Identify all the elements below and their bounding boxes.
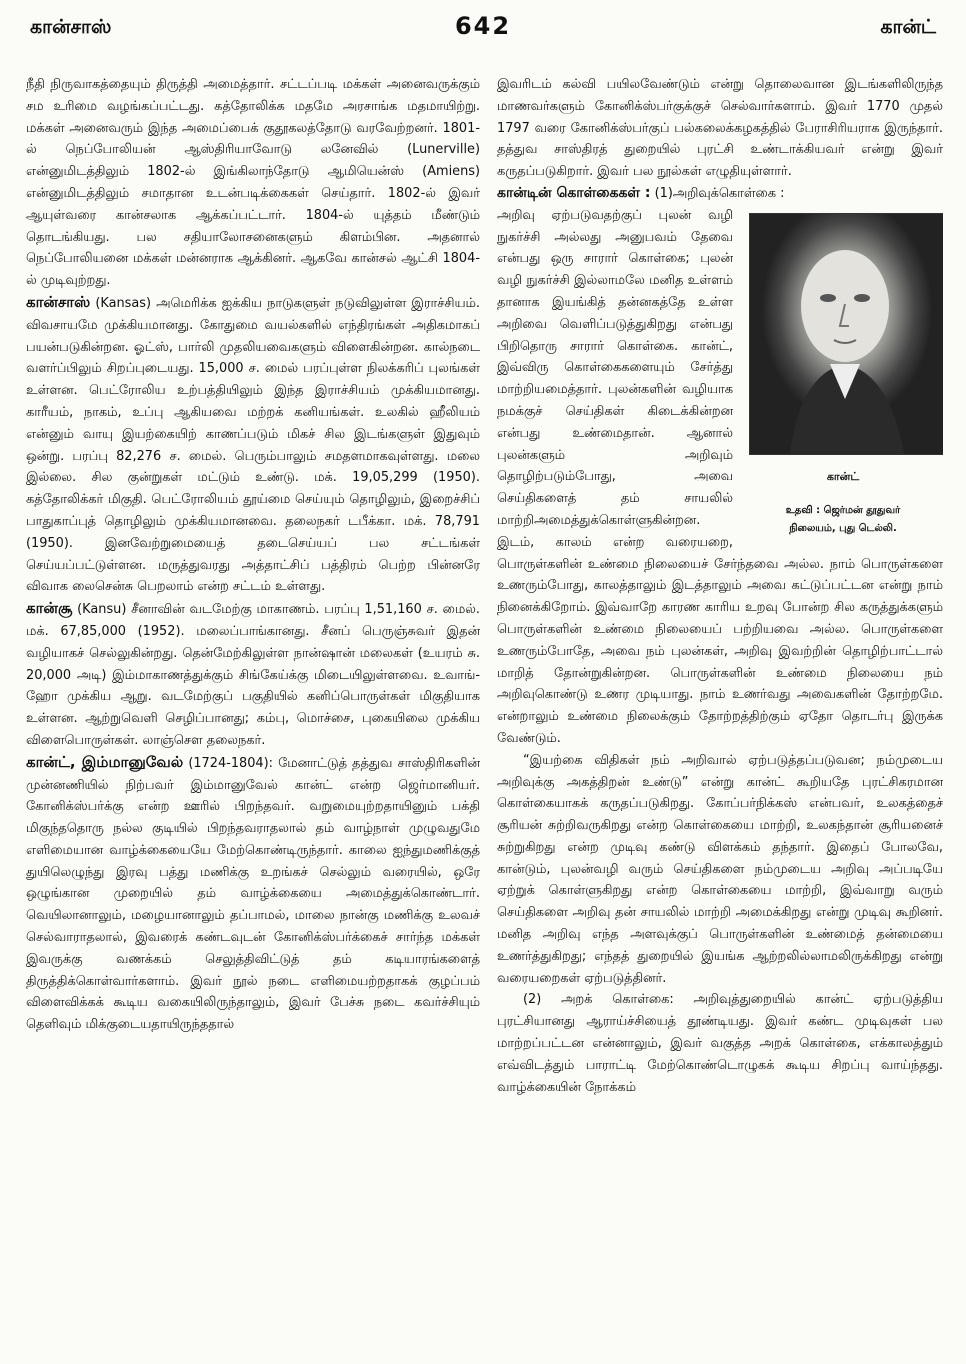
epistemology-text: அறிவு ஏற்படுவதற்குப் புலன் வழி நுகர்ச்சி அல்லது அனுபவம் தேவை என்பது ஒரு சாரார் கொள்கை; புலன் வழி நுகர்ச்சி இல்லாமலே மனித உள்ளம் தானாக இயங்கித் தன்னகத்தே உள்ள அறிவை வெளிப்படுத்துகிறது என்பது பிறிதொரு சாரார் கொள்கை. கான்ட், இவ்விரு கொள்கைகளையும் சேர்த்து மாற்றியமைத்தார். புலன்களின் வழியாக நமக்குச் செய்திகள் கிடைக்கின்றன என்பது உண்மைதான். ஆனால் புலன்களும் அறிவும் தொழிற்படும்போது, அவை செய்திகளைத் தம் சாயலில் மாற்றிஅமைத்துக்கொள்ளுகின்றன. இடம், காலம் என்ற வரையறை, பொருள்களின் உண்மை நிலையைச் சேர்ந்தவை அல்ல. நாம் பொருள்களை உணரும்போது, காலத்தாலும் இடத்தாலும் அவை கட்டுப்பட்டன என்று நாம் நினைக்கிறோம். இவ்வாறே காரண காரிய உறவு போன்ற சில கருத்துக்களும் பொருள்களின் உண்மை நிலையைப் பற்றியவை அல்ல. பொருள்களை உணரும்போதே, அவை நம் புலன்கள், அறிவு இவற்றின் தொழிற்பாட்டால் மாறித் தோன்றுகின்றன. பொருள்களின் உண்மை நிலையை நம் அறிவுகொண்டு உணர முடியாது. நாம் உணர்வது அவைகளின் தோற்றமே. என்றாலும் உண்மை நிலைக்கும் தோற்றத்திற்கும் ஏதோ தொடர்பு இருக்க வேண்டும். [497,207,943,746]
portrait-caption: கான்ட் [826,469,860,483]
kansas-entry [26,292,480,598]
right-column [497,74,943,1354]
kansu-headword: கான்சூ [26,599,73,618]
ethics-paragraph: (2) அறக் கொள்கை: அறிவுத்துறையில் கான்ட் ஏற்படுத்திய புரட்சியானது ஆராய்ச்சியைத் தூண்டியது. இவர் கண்ட முடிவுகள் பல மாற்றப்பட்டன என்னாலும், இவர் வகுத்த அறக் கொள்கை, எக்காலத்தும் எவ்விடத்தும் பாராட்டி மேற்கொண்டொழுகக் கூடிய சிறப்பு வாய்ந்தது. வாழ்க்கையின் நோக்கம் [497,992,943,1095]
epistemology-subheading: (1)அறிவுக்கொள்கை : [654,185,785,201]
kant-entry-continuation: இவரிடம் கல்வி பயிலவேண்டும் என்று தொலைவான இடங்களிலிருந்த மாணவர்களும் கோனிக்ஸ்பர்குக்குச் செல்வார்களாம். இவர் 1770 முதல் 1797 வரை கோனிக்ஸ்பர்குப் பல்கலைக்கழகத்தில் பேராசிரியராக இருந்தார். தத்துவ சாஸ்திரத் துறையில் புரட்சி உண்டாக்கியவர் என்று இவர் கருதப்படுகிறார். இவர் பல நூல்கள் எழுதியுள்ளார். [497,77,943,180]
portrait-credit-line-2: நிலையம், புது டெல்லி. [789,522,897,534]
kant-body: (1724-1804): மேனாட்டுத் தத்துவ சாஸ்திரிகளின் முன்னணியில் நிற்பவர் இம்மானுவேல் கான்ட் என்ற ஜெர்மானியர். கோனிக்ஸ்பர்க்கு என்ற ஊரில் பிறந்தவர். வறுமையுற்றதாயினும் பக்தி மிகுந்ததொரு நல்ல குடியில் பிறந்தவராதலால் தம் வாழ்நாள் முழுவதுமே எளிமையான வாழ்க்கையையே மேற்கொண்டிருந்தார். காலை ஐந்துமணிக்குத் துயிலெழுந்து இரவு பத்து மணிக்கு உறங்கச் செல்லும் வரையில், ஒரே ஒழுங்கான முறையில் தம் வாழ்க்கையை அமைத்துக்கொண்டார். வெயிலானாலும், மழையானாலும் தப்பாமல், மாலை நான்கு மணிக்கு உலவச் செல்வாராதலால், இவரைக் கண்டவுடன் கோனிக்ஸ்பர்க்கைச் சார்ந்த மக்கள் இவருக்கு வணக்கம் செலுத்திவிட்டுத் தம் கடியாரங்களைத் திருத்திக்கொள்வார்களாம். இவர் நூல் நடை எளிமையற்றதாகக் குழப்பம் விளைவிக்கக் கூடிய வகையிலிருந்தாலும், இவர் பேச்சு நடை கவர்ச்சியும் தெளிவும் மிக்குடையதாயிருந்ததால் [26,755,480,1033]
page-number: 642 [454,12,512,40]
doctrines-heading [497,183,943,205]
kansas-body: (Kansas) அமெரிக்க ஐக்கிய நாடுகளுள் நடுவிலுள்ள இராச்சியம். விவசாயமே முக்கியமானது. கோதுமை வயல்களில் எந்திரங்கள் அதிகமாகப் பயன்படுகின்றன. ஓட்ஸ், பார்லி முதலியவைகளும் விளைகின்றன. கால்நடை வளர்ப்பிலும் சிறப்புடையது. 15,000 ச. மைல் பரப்புள்ள நிலக்கரிப் புலங்கள் உள்ளன. பெட்ரோலிய உற்பத்தியிலும் இந்த இராச்சியம் முக்கியமானது. காரீயம், நாகம், உப்பு ஆகியவை மற்றக் கனியங்கள். உலகில் ஹீலியம் என்னும் வாயு இயற்கையிற் காணப்படும் மிகச் சில இடங்களுள் இதுவும் ஒன்று. பரப்பு 82,276 ச. மைல். பெரும்பாலும் சமதளமாகவுள்ளது. மலை இல்லை. சில குன்றுகள் மட்டும் உண்டு. மக். 19,05,299 (1950). கத்தோலிக்கர் மிகுதி. பெட்ரோலியம் தூய்மை செய்யும் தொழிலும், இறைச்சிப் பாதுகாப்புத் தொழிலும் முக்கியமானவை. தலைநகர் டபீக்கா. மக். 78,791 (1950). இனவேற்றுமையைத் தடைசெய்யப் பல சட்டங்கள் செய்யப்பட்டுள்ளன. மருத்துவரது அத்தாட்சிப் பத்திரம் பெற்ற பின்னரே விவாக லைசென்சு பெறலாம் என்ற சட்டம் உள்ளது. [26,295,480,595]
natural-laws-paragraph: “இயற்கை விதிகள் நம் அறிவால் ஏற்படுத்தப்படுவன; நம்முடைய அறிவுக்கு அகத்திறன் உண்டு” என்று கான்ட் கூறியதே புரட்சிகரமான கொள்கையாகக் கருதப்படுகிறது. கோப்பர்நிக்கஸ் என்பவர், உலகத்தைச் சூரியன் சுற்றிவருகிறது என்ற கொள்கையை மாற்றி, உலகந்தான் சூரியனைச் சுற்றுகிறது என்ற முடிவு கண்டு விளக்கம் தந்தார். இதைப் போலவே, கான்டும், புலன்வழி வரும் செய்திகளை நம்முடைய அறிவு அப்படியே ஏற்றுக் கொள்ளுகிறது என்ற கொள்கையை மாற்றி, இவ்வாறு வரும் செய்திகளை அறிவு தன் சாயலில் மாற்றி அமைக்கிறது என்று முடிவு கூறினர். மனித அறிவு எந்த அளவுக்குப் பொருள்களின் உண்மைத் தன்மையை உணர்த்துகிறது; எந்தத் துறையில் இயங்க ஆற்றலில்லாமலிருக்கிறது என்று வரையறைகள் ஏற்படுத்தினர். [497,752,943,986]
kant-portrait-image [749,213,943,455]
portrait-credit-line-1: உதவி : ஜெர்மன் தூதுவர் [785,504,901,516]
kant-headword: கான்ட், இம்மானுவேல் [26,752,184,771]
kansas-headword: கான்சாஸ் [26,292,91,311]
kant-entry [26,752,480,1036]
consul-entry-continuation: நீதி நிருவாகத்தையும் திருத்தி அமைத்தார். சட்டப்படி மக்கள் அனைவருக்கும் சம உரிமை வழங்கப்பட்டது. கத்தோலிக்க மதமே அரசாங்க மதமாயிற்று. மக்கள் அனைவரும் இந்த அமைப்பைக் குதூகலத்தோடு வரவேற்றனர். 1801-ல் நெப்போலியன் ஆஸ்திரியாவோடு லனேவில் (Lunerville) என்னுமிடத்திலும் 1802-ல் இங்கிலாந்தோடு ஆமியென்ஸ் (Amiens) என்னுமிடத்திலும் சமாதான உடன்படிக்கைகள் செய்தார். 1802-ல் இவர் ஆயுள்வரை கான்சலாக ஆக்கப்பட்டார். 1804-ல் யுத்தம் மீண்டும் தொடங்கியது. பல சதியாலோசனைகளும் கிளம்பின. அதனால் நெப்போலியனை மக்கள் மன்னராக ஆக்கினர். ஆகவே கான்சல் ஆட்சி 1804-ல் முடிவுற்றது. [26,77,480,289]
page-header [30,12,936,46]
header-left-guideword: கான்சாஸ் [30,16,112,38]
doctrines-title: கான்டின் கொள்கைகள் : [497,184,651,201]
kansu-entry [26,598,480,752]
kansu-body: (Kansu) சீனாவின் வடமேற்கு மாகாணம். பரப்பு 1,51,160 ச. மைல். மக். 67,85,000 (1952). மலைப்பாங்கானது. சீனப் பெருஞ்சுவர் இதன் வழியாகச் செல்லுகின்றது. தென்மேற்கிலுள்ள நான்ஷான் மலைகள் (உயரம் சு. 20,000 அடி) இம்மாகாணத்துக்கும் சிங்கேய்க்கு மிடையிலுள்ளவை. உவாங்-ஹோ முக்கிய ஆறு. வடமேற்குப் பகுதியில் கனிப்பொருள்கள் மிகுதியாக உள்ளன. ஆற்றுவெளி செழிப்பானது; கம்பு, மொச்சை, புகையிலை முக்கிய விளைபொருள்கள். லாஞ்சௌ தலைநகர். [26,602,480,748]
kant-portrait-figure [743,213,943,538]
left-column [26,74,480,1354]
header-right-guideword: கான்ட் [880,16,936,38]
